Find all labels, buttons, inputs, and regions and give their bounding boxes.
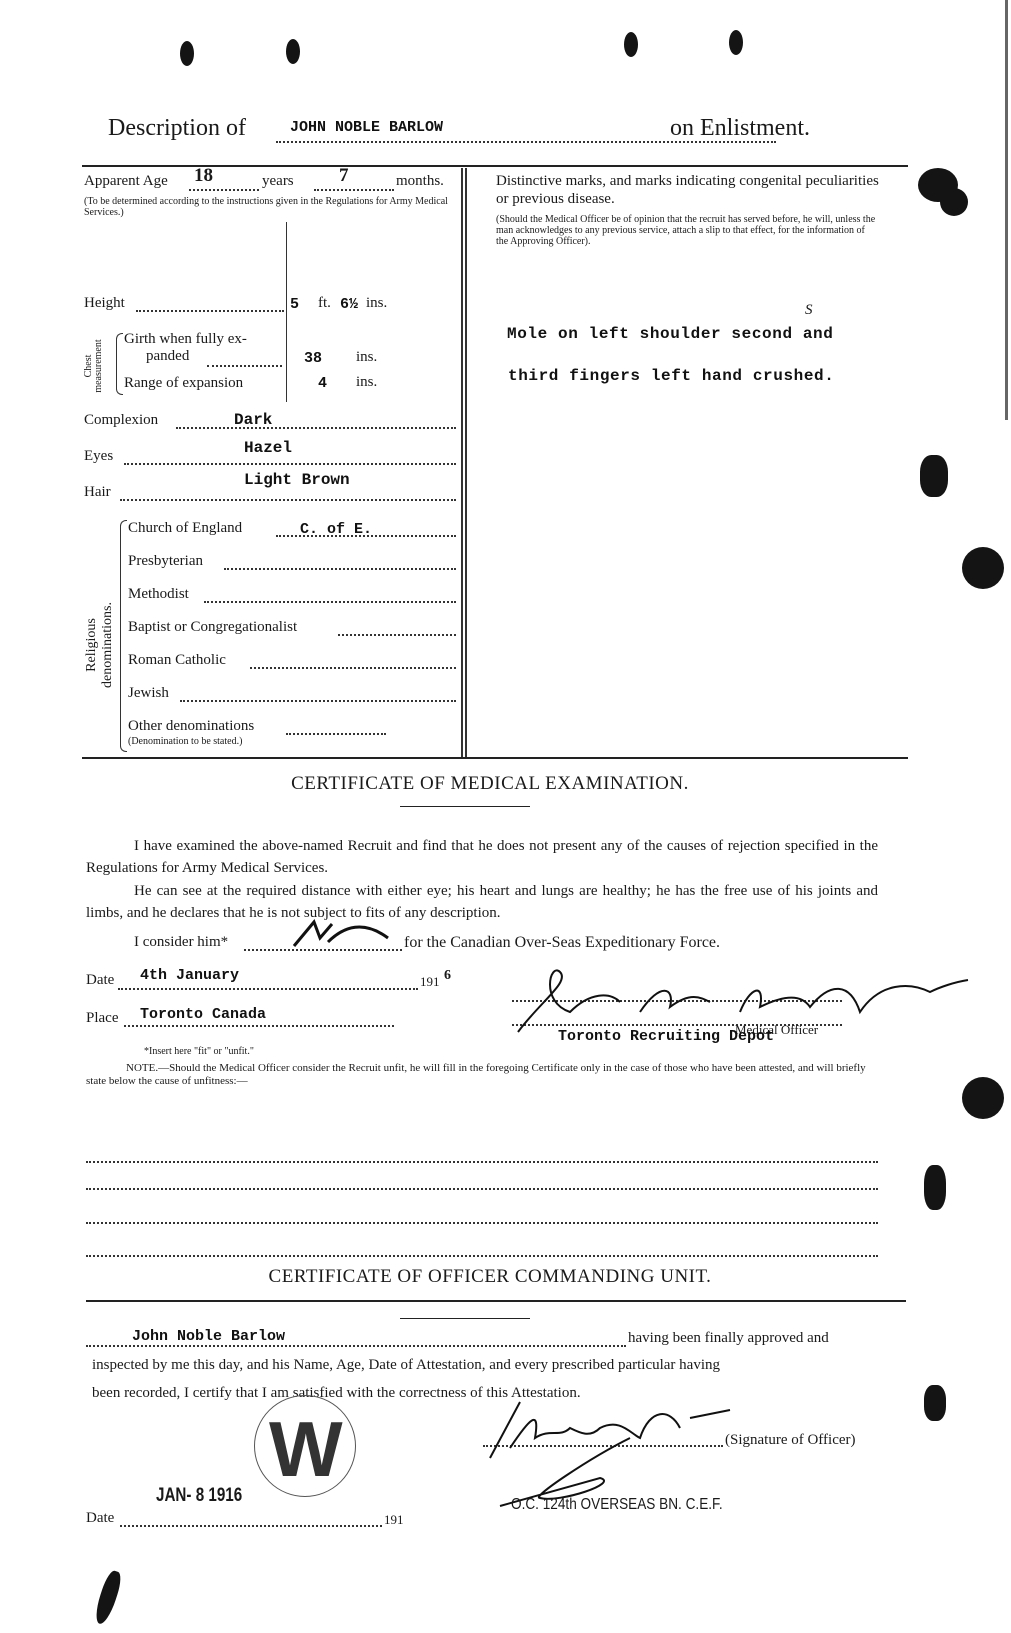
medical-year-prefix: 191 — [420, 974, 440, 989]
consider-prefix: I consider him* — [134, 934, 229, 950]
officer-title: CERTIFICATE OF OFFICER COMMANDING UNIT. — [268, 1266, 712, 1287]
religion-list — [128, 520, 458, 748]
religion-label: Methodist — [128, 586, 189, 602]
medical-para-1: I have examined the above-named Recruit and find that he does not present any of the causes of rejection specified in the Regulations for Army Medical Services. — [86, 838, 878, 876]
officer-date-line — [120, 1525, 382, 1527]
measure-divider — [286, 222, 287, 402]
religion-line — [204, 601, 456, 603]
religion-label-1: Religious — [84, 618, 99, 672]
ink-blot — [924, 1165, 946, 1210]
unfitness-line — [86, 1222, 878, 1224]
height-row — [84, 295, 459, 312]
hair-value: Light Brown — [244, 471, 350, 489]
range-label: Range of expansion — [124, 375, 244, 391]
religion-row — [128, 553, 458, 586]
officer-name-line — [86, 1345, 626, 1347]
unit-stamp: O.C. 124th OVERSEAS BN. C.E.F. — [511, 1496, 723, 1513]
marks-line-1: Mole on left shoulder second and — [507, 325, 834, 343]
ink-blot — [920, 455, 948, 497]
religion-line — [224, 568, 456, 570]
girth-label-2: panded — [146, 348, 190, 364]
marks-note: (Should the Medical Officer be of opinion that the recruit has served before, he will, unless the man acknowledges to any previous service, attach a slip to that effect, for the information of the Approving Officer). — [496, 214, 876, 247]
header-suffix: on Enlistment. — [670, 115, 810, 141]
consider-suffix: for the Canadian Over-Seas Expeditionary Force. — [404, 934, 721, 951]
medical-date-row — [86, 967, 466, 989]
religion-line — [286, 733, 386, 735]
marks-line-2: third fingers left hand crushed. — [508, 367, 835, 385]
medical-place-line — [124, 1025, 394, 1027]
ins-label: ins. — [366, 295, 388, 311]
years-label: years — [262, 173, 294, 189]
girth-label — [124, 331, 247, 365]
column-divider — [461, 168, 463, 758]
religion-row — [128, 520, 458, 553]
stamp-letter: W — [269, 1405, 343, 1493]
range-ins: ins. — [356, 374, 378, 390]
religion-label-2: denominations. — [100, 602, 115, 688]
apparent-age-label: Apparent Age — [84, 173, 168, 189]
religion-line — [250, 667, 456, 669]
range-value: 4 — [318, 375, 328, 392]
medical-title: CERTIFICATE OF MEDICAL EXAMINATION. — [291, 773, 689, 794]
punch-hole — [286, 39, 300, 64]
punch-hole — [180, 41, 194, 66]
divider-bottom — [86, 1300, 906, 1302]
marks-heading: Distinctive marks, and marks indicating congenital peculiarities or previous disease. — [496, 173, 879, 207]
punch-hole — [729, 30, 743, 55]
officer-signature-label: (Signature of Officer) — [725, 1432, 856, 1448]
officer-year-prefix: 191 — [384, 1512, 404, 1527]
girth-value: 38 — [304, 350, 323, 367]
medical-date-line — [118, 988, 418, 990]
officer-line-2: inspected by me this day, and his Name, Age, Date of Attestation, and every prescribed particular having — [92, 1357, 721, 1373]
medical-place-row — [86, 1006, 466, 1027]
religion-group-label — [84, 590, 116, 700]
officer-signature — [480, 1398, 740, 1508]
complexion-row — [84, 412, 459, 429]
religion-row — [128, 652, 458, 685]
hair-row — [84, 471, 459, 501]
page-edge — [1005, 0, 1008, 420]
religion-line — [180, 700, 456, 702]
ft-label: ft. — [318, 295, 331, 311]
eyes-line — [124, 463, 456, 465]
hair-line — [120, 499, 456, 501]
age-note: (To be determined according to the instructions given in the Regulations for Army Medical Services.) — [84, 196, 448, 218]
age-years: 18 — [194, 165, 213, 186]
officer-line-1-suffix: having been finally approved and — [628, 1330, 829, 1346]
religion-label: Jewish — [128, 685, 169, 701]
unfitness-line — [86, 1188, 878, 1190]
complexion-line — [176, 427, 456, 429]
eyes-label: Eyes — [84, 448, 114, 464]
religion-value: C. of E. — [300, 521, 373, 538]
header-prefix: Description of — [108, 115, 246, 141]
height-ft: 5 — [290, 296, 300, 313]
divider-middle — [82, 757, 908, 759]
eyes-value: Hazel — [244, 439, 293, 457]
unfitness-line — [86, 1161, 878, 1163]
eyes-row — [84, 439, 459, 465]
height-line — [136, 310, 284, 312]
w-stamp — [254, 1395, 356, 1497]
religion-row — [128, 619, 458, 652]
religion-line — [338, 634, 456, 636]
chest-brace — [116, 333, 123, 395]
months-label: months. — [396, 173, 444, 189]
depot-stamp: Toronto Recruiting Depot — [558, 1028, 775, 1045]
complexion-value: Dark — [234, 411, 273, 429]
chest-label: Chest measurement — [83, 339, 104, 393]
medical-place-value: Toronto Canada — [140, 1006, 267, 1023]
girth-label-1: Girth when fully ex- — [124, 331, 247, 347]
ink-blot — [92, 1569, 124, 1626]
height-label: Height — [84, 295, 125, 311]
officer-date-row — [86, 1485, 486, 1527]
column-divider — [465, 168, 467, 758]
medical-officer-title: Medical Officer — [735, 1022, 819, 1037]
officer-date-stamp: JAN- 8 1916 — [156, 1485, 243, 1506]
medical-para-2: He can see at the required distance with either eye; his heart and lungs are healthy; he has the free use of his joints and limbs, and he declares that he is not subject to fits of any description. — [86, 883, 878, 921]
religion-row — [128, 586, 458, 619]
ink-blot — [924, 1385, 946, 1421]
complexion-label: Complexion — [84, 412, 159, 428]
religion-label: Other denominations — [128, 718, 255, 734]
officer-line-3: been recorded, I certify that I am satisfied with the correctness of this Attestation. — [92, 1385, 581, 1401]
punch-hole — [624, 32, 638, 57]
fitness-handwriting — [284, 916, 394, 952]
recruit-name: JOHN NOBLE BARLOW — [290, 119, 444, 136]
girth-ins: ins. — [356, 349, 378, 365]
title-rule — [400, 806, 530, 807]
insert-note: *Insert here "fit" or "unfit." — [144, 1046, 254, 1057]
age-months: 7 — [339, 165, 349, 186]
religion-row — [128, 685, 458, 718]
religion-label: Roman Catholic — [128, 652, 226, 668]
girth-line — [207, 365, 282, 367]
officer-name-value: John Noble Barlow — [132, 1328, 286, 1345]
religion-label: Presbyterian — [128, 553, 203, 569]
ink-blot — [940, 188, 968, 216]
marks-correction: S — [805, 302, 813, 318]
religion-label: Church of England — [128, 520, 243, 536]
age-months-line — [314, 189, 394, 191]
header — [108, 115, 898, 147]
religion-brace — [120, 520, 127, 752]
consider-row — [134, 934, 834, 951]
age-years-line — [189, 189, 259, 191]
punch-hole — [962, 1077, 1004, 1119]
religion-row — [128, 718, 458, 736]
officer-date-label: Date — [86, 1510, 115, 1526]
unfitness-line — [86, 1255, 878, 1257]
height-in: 6½ — [340, 296, 359, 313]
apparent-age-row — [84, 165, 459, 190]
hair-label: Hair — [84, 484, 111, 500]
medical-year-suffix: 6 — [444, 968, 451, 983]
medical-date-label: Date — [86, 972, 115, 988]
religion-label: Baptist or Congregationalist — [128, 619, 298, 635]
officer-title-rule — [400, 1318, 530, 1319]
medical-place-label: Place — [86, 1010, 119, 1026]
punch-hole — [962, 547, 1004, 589]
medical-date-value: 4th January — [140, 967, 240, 984]
medical-note: NOTE.—Should the Medical Officer consider the Recruit unfit, he will fill in the foregoing Certificate only in the case of those who have been attested, and will briefly state below the cause of unfitness:— — [86, 1062, 866, 1087]
denomination-note: (Denomination to be stated.) — [128, 736, 243, 747]
